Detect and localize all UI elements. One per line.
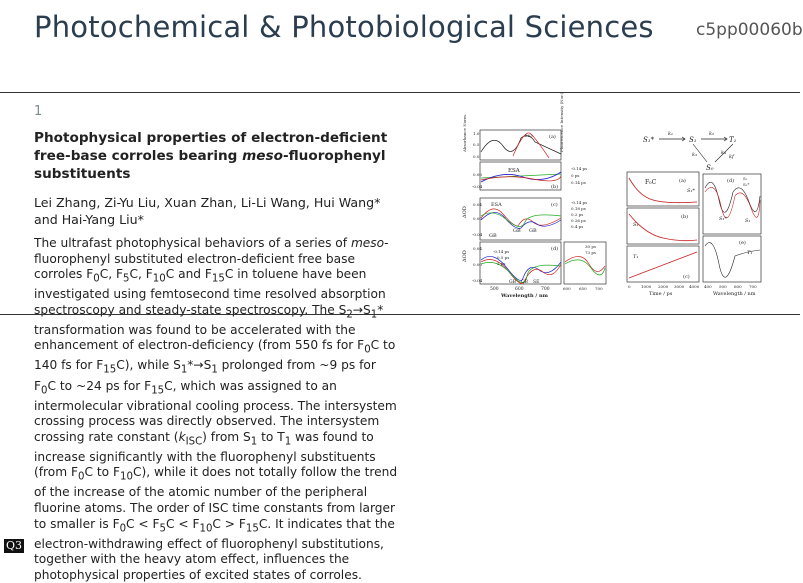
curve — [705, 182, 760, 212]
abstract-text: C, F — [129, 267, 153, 282]
tick-label: -0.04 — [472, 278, 483, 283]
y-axis-label: ΔOD — [462, 250, 468, 262]
x-axis-label: Wavelength / nm — [501, 293, 548, 299]
x-tick-label: 700 — [749, 284, 757, 289]
subscript: 15 — [103, 364, 117, 376]
header-divider — [0, 92, 800, 93]
tick-label: 0.00 — [473, 172, 482, 177]
panel-label: (a) — [679, 178, 686, 184]
tick-label: 0.00 — [473, 262, 482, 267]
x-axis-label: Time / ps — [649, 291, 673, 297]
abstract-text: C and F — [165, 267, 212, 282]
abstract-text: →S — [352, 302, 371, 317]
subscript: 1 — [370, 309, 378, 321]
y-axis-label: Absorbance Norm. — [462, 113, 467, 152]
x-tick-label: 700 — [595, 286, 603, 291]
journal-title: Photochemical & Photobiological Sciences — [34, 10, 654, 44]
query-tag[interactable]: Q3 — [6, 539, 23, 552]
x-axis-label: Wavelength / nm — [713, 291, 756, 297]
subscript: 1 — [284, 436, 292, 448]
x-tick-label: 400 — [704, 284, 712, 289]
tick-label: 0.04 — [473, 246, 482, 251]
state-label: S₁* — [643, 136, 655, 144]
legend-entry: 0.18 ps — [571, 206, 586, 211]
x-tick-label: 500 — [719, 284, 727, 289]
legend-entry: -0.14 ps — [493, 249, 510, 254]
abstract-text: prolonged from ~9 ps for F — [34, 358, 376, 393]
gb-label: GB — [509, 280, 516, 285]
spectra-panels — [462, 92, 606, 299]
abstract-text: was found to increase significantly with the fluorophenyl substituents (from F — [34, 429, 376, 480]
x-tick-label: 600 — [734, 284, 742, 289]
abstract-text: C), while it does not totally follow the trend of the increase of the atomic number of the peripheral fluorine atoms. The order of ISC time constants from larger to smaller is F — [34, 465, 398, 531]
rate-label: kf — [729, 154, 734, 160]
rate-label: k₂ — [709, 131, 715, 137]
rate-label: k₁ — [668, 131, 674, 137]
subscript: 2 — [346, 309, 353, 321]
abstract-text: ) from S — [202, 429, 251, 444]
subscript: 0 — [119, 523, 127, 534]
curve — [481, 209, 561, 226]
kinetic-scheme — [643, 131, 737, 172]
abstract-text: C. It indicates that the electron-withdrawing effect of fluorophenyl substitutions, together with the heavy atom effect, influences the photophysical properties of excited states of corroles. — [34, 516, 395, 582]
subscript: 15 — [245, 523, 259, 534]
tick-label: 1.0 — [473, 131, 480, 136]
curve — [565, 256, 605, 271]
abstract-text: to T — [257, 429, 285, 444]
panel-label: (a) — [549, 134, 556, 140]
graphical-abstract — [462, 92, 799, 300]
abstract-text: C), while S — [116, 358, 181, 373]
panel-label: (b) — [681, 214, 689, 220]
gb-label: GB — [513, 228, 521, 234]
subscript: 1 — [250, 436, 258, 448]
x-tick-label: 1000 — [641, 284, 652, 289]
x-tick-label: 500 — [490, 287, 499, 292]
graphical-abstract-figure — [462, 92, 799, 300]
esa-label: ESA — [508, 168, 520, 174]
tick-label: 0.0 — [473, 154, 480, 159]
x-tick-label: 600 — [515, 287, 524, 292]
species-spectra-panels — [703, 174, 761, 297]
state-label: T₁ — [747, 250, 753, 256]
title-part: -fluorophenyl substituents — [34, 148, 386, 182]
panel-label: (b) — [551, 184, 559, 190]
panel-label: (c) — [551, 202, 558, 208]
subscript: 0 — [93, 273, 100, 285]
abstract-text: *→S — [187, 358, 212, 373]
abstract-text: k — [178, 429, 186, 444]
abstract-text: The ultrafast photophysical behaviors of a series of — [34, 236, 351, 250]
subscript: 1 — [180, 364, 188, 376]
rate-label: k₄ — [721, 150, 727, 156]
subscript: 5 — [123, 273, 130, 285]
subscript: 10 — [152, 273, 166, 285]
tick-label: 0.04 — [473, 202, 482, 207]
subscript: ISC — [185, 436, 203, 448]
abstract-text: C, which was assigned to an intermolecular vibrational cooling process. The intersystem crossing process was directly observed. The intersystem crossing rate constant ( — [34, 378, 397, 444]
legend-entry: 0.4 ps — [571, 224, 584, 229]
x-tick-label: 0 — [628, 284, 631, 289]
panel-label: (d) — [551, 246, 559, 252]
y-axis-label: ΔOD — [462, 206, 468, 218]
state-label: S₁ — [633, 222, 639, 228]
legend-entry: -0.14 ps — [571, 166, 588, 171]
abstract-text: C to 140 fs for F — [34, 338, 396, 373]
subscript: 0 — [364, 344, 371, 356]
gb-label: GB — [489, 233, 497, 239]
article-title — [34, 129, 394, 183]
legend-entry: 0.2 ps — [571, 212, 584, 217]
abstract-text: C < F — [166, 516, 200, 531]
legend-entry: 0.14 ps — [571, 180, 586, 185]
x-tick-label: 700 — [541, 287, 550, 292]
gb-label: GB — [529, 228, 537, 234]
legend-entry: 2 ps — [497, 261, 506, 266]
legend-entry: S₁ — [743, 176, 748, 181]
kinetics-panels — [627, 172, 700, 297]
se-label: SE — [533, 280, 540, 285]
legend-entry: 30 ps — [585, 244, 596, 249]
subscript: 10 — [120, 471, 133, 483]
subscript: 1 — [211, 364, 218, 376]
state-label: S₀ — [706, 164, 714, 172]
esa-label: ESA — [491, 202, 502, 208]
state-label: S₁* — [719, 216, 727, 222]
item-number: 1 — [34, 104, 43, 119]
abstract-text: C < F — [126, 516, 160, 531]
abstract-text: C to ~24 ps for F — [47, 378, 152, 393]
x-tick-label: 650 — [579, 286, 587, 291]
subscript: 15 — [211, 273, 225, 285]
curve — [565, 260, 605, 275]
x-tick-label: 4000 — [689, 284, 700, 289]
abstract-text: * transformation was found to be accelerated with the enhancement of electron-deficiency (from 550 fs for F — [34, 302, 384, 353]
species-panel-e — [703, 236, 761, 282]
subscript: 10 — [199, 523, 213, 534]
tick-label: 0.00 — [473, 216, 482, 221]
state-label: S₁* — [687, 188, 695, 194]
abstract-text: meso — [350, 236, 385, 250]
legend-entry: 0 ps — [571, 173, 580, 178]
abstract-text: -fluorophenyl substituted electron-deficient free base corroles F — [34, 236, 389, 282]
legend-entry: 0.26 ps — [571, 218, 586, 223]
abstract-text: C in toluene have been investigated using femtosecond time resolved absorption spectroscopy and steady-state spectroscopy. The S — [34, 267, 386, 317]
legend-entry: -0.14 ps — [571, 200, 588, 205]
abstract-text: C > F — [212, 516, 246, 531]
legend-entry: S₁* — [743, 182, 750, 187]
x-tick-label: 3000 — [674, 284, 685, 289]
curve — [481, 213, 561, 227]
state-label: T₁ — [729, 136, 737, 144]
overlay-rule — [0, 314, 800, 315]
abstract — [34, 236, 400, 583]
title-part: Photophysical properties of electron-deficient free-base corroles bearing — [34, 130, 388, 164]
subscript: 5 — [159, 523, 166, 534]
panel-label: (e) — [739, 240, 746, 246]
legend-entry: 73 ps — [585, 250, 596, 255]
abstract-text: C, F — [99, 267, 124, 282]
x-tick-label: 2000 — [658, 284, 669, 289]
curve — [705, 187, 760, 218]
gb-label: GB — [521, 280, 528, 285]
panel-label: (c) — [683, 274, 690, 280]
subscript: 0 — [78, 471, 85, 483]
tick-label: 0.5 — [473, 142, 480, 147]
state-label: S₁ — [745, 218, 751, 224]
state-label: S₁ — [689, 136, 697, 144]
y-axis-label: Fluorescence Intensity (Nor.) — [559, 92, 564, 152]
subscript: 0 — [41, 384, 48, 396]
subscript: 15 — [151, 384, 165, 396]
abstract-text: C to F — [84, 465, 120, 480]
document-code: c5pp00060b — [696, 20, 803, 40]
x-tick-label: 600 — [563, 286, 571, 291]
rate-label: k₃ — [692, 152, 698, 158]
peak-label: 563 — [525, 133, 533, 138]
title-meso: meso — [242, 148, 283, 164]
legend-entry: 0.5 ps — [497, 255, 510, 260]
curve — [705, 243, 760, 278]
authors: Lei Zhang, Zi-Yu Liu, Xuan Zhan, Li-Li Wang, Hui Wang* and Hai-Yang Liu* — [34, 195, 381, 227]
tick-label: -0.04 — [472, 232, 483, 237]
tick-label: -0.04 — [472, 184, 483, 189]
panel-label: (d) — [727, 178, 735, 184]
state-label: T₁ — [633, 254, 639, 260]
series-label: F₀C — [645, 179, 657, 186]
